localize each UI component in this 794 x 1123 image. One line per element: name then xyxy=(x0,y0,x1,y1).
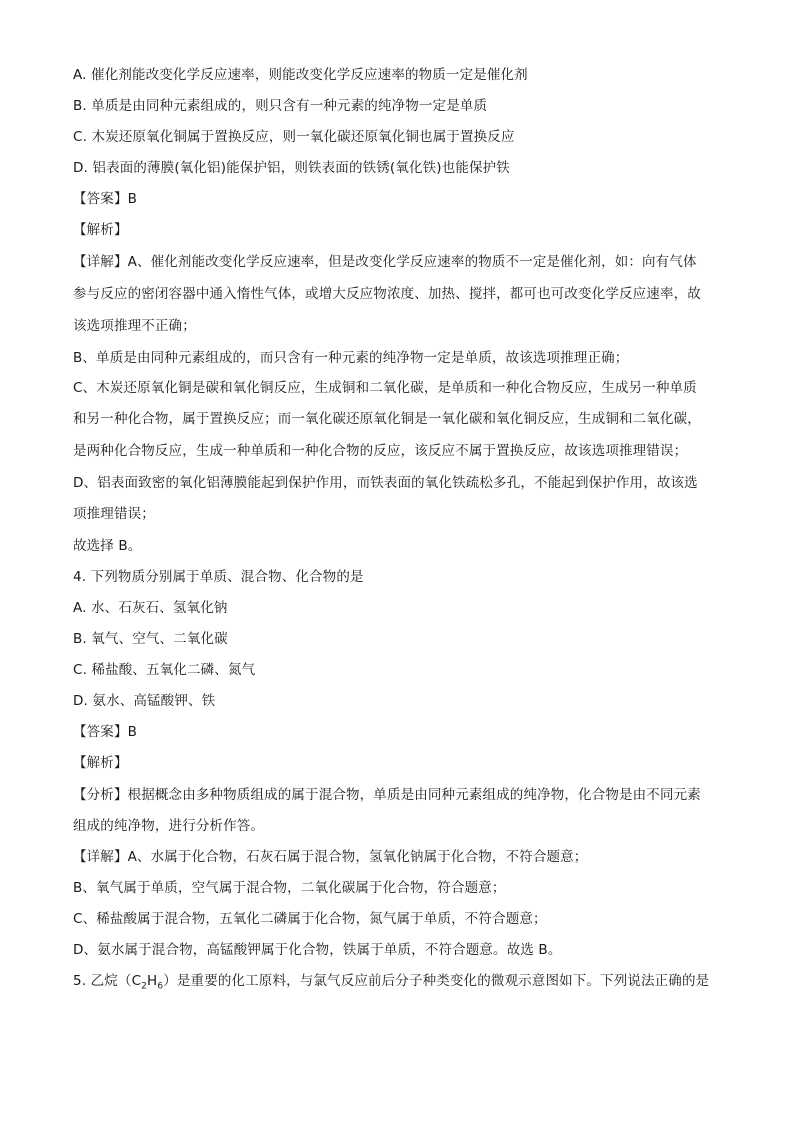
analysis-line: 组成的纯净物，进行分析作答。 xyxy=(73,818,265,834)
explanation-line: C、稀盐酸属于混合物，五氧化二磷属于化合物，氮气属于单质，不符合题意； xyxy=(73,911,547,927)
question-4-stem: 4. 下列物质分别属于单质、混合物、化合物的是 xyxy=(73,569,364,585)
answer-label: 【答案】B xyxy=(73,724,138,740)
subscript-6: 6 xyxy=(157,981,164,992)
analysis-line: 【分析】根据概念由多种物质组成的属于混合物，单质是由同种元素组成的纯净物，化合物是由不同元素 xyxy=(73,787,701,803)
explanation-line: B、氧气属于单质，空气属于混合物，二氧化碳属于化合物，符合题意； xyxy=(73,880,506,896)
explanation-line: 【详解】A、水属于化合物，石灰石属于混合物，氢氧化钠属于化合物，不符合题意； xyxy=(73,849,588,865)
explanation-line: 参与反应的密闭容器中通入惰性气体，或增大反应物浓度、加热、搅拌，都可也可改变化学反应速率，故 xyxy=(73,286,701,302)
option-d-line: D. 氨水、高锰酸钾、铁 xyxy=(73,693,216,709)
answer-label: 【答案】B xyxy=(73,191,138,207)
explanation-line: D、铝表面致密的氧化铝薄膜能起到保护作用，而铁表面的氧化铁疏松多孔，不能起到保护作用，故该选 xyxy=(73,475,698,491)
option-c-line: C. 稀盐酸、五氧化二磷、氮气 xyxy=(73,662,256,678)
explanation-line: 该选项推理不正确； xyxy=(73,318,196,334)
explanation-line: C、木炭还原氧化铜是碳和氧化铜反应，生成铜和二氧化碳，是单质和一种化合物反应，生成另一种单质 xyxy=(73,380,697,396)
explanation-line: 和另一种化合物，属于置换反应；而一氧化碳还原氧化铜是一氧化碳和氧化铜反应，生成铜和二氧化碳， xyxy=(73,411,701,427)
question-5-text-after: ）是重要的化工原料，与氯气反应前后分子种类变化的微观示意图如下。下列说法正确的是 xyxy=(163,973,710,989)
explanation-line: D、氨水属于混合物，高锰酸钾属于化合物，铁属于单质，不符合题意。故选 B。 xyxy=(73,942,562,958)
question-5-text-before: 5. 乙烷（C xyxy=(73,973,142,989)
option-c-line: C. 木炭还原氧化铜属于置换反应，则一氧化碳还原氧化铜也属于置换反应 xyxy=(73,129,515,145)
question-5-stem xyxy=(73,971,709,997)
option-b-line: B. 氧气、空气、二氧化碳 xyxy=(73,631,228,647)
option-a-line: A. 水、石灰石、氢氧化钠 xyxy=(73,600,228,616)
conclusion-line: 故选择 B。 xyxy=(73,538,142,554)
option-a-line: A. 催化剂能改变化学反应速率，则能改变化学反应速率的物质一定是催化剂 xyxy=(73,67,528,83)
subscript-2: 2 xyxy=(141,981,148,992)
option-b-line: B. 单质是由同种元素组成的，则只含有一种元素的纯净物一定是单质 xyxy=(73,98,488,114)
analysis-label: 【解析】 xyxy=(73,755,128,771)
analysis-label: 【解析】 xyxy=(73,222,128,238)
explanation-line: 项推理错误； xyxy=(73,506,155,522)
question-5-text-h: H xyxy=(147,973,158,989)
explanation-line: 是两种化合物反应，生成一种单质和一种化合物的反应，该反应不属于置换反应，故该选项推理错误； xyxy=(73,443,688,459)
option-d-line: D. 铝表面的薄膜(氧化铝)能保护铝，则铁表面的铁锈(氧化铁)也能保护铁 xyxy=(73,160,510,176)
explanation-line: B、单质是由同种元素组成的，而只含有一种元素的纯净物一定是单质，故该选项推理正确； xyxy=(73,350,629,366)
explanation-line: 【详解】A、催化剂能改变化学反应速率，但是改变化学反应速率的物质不一定是催化剂，如：向有气体 xyxy=(73,254,697,270)
